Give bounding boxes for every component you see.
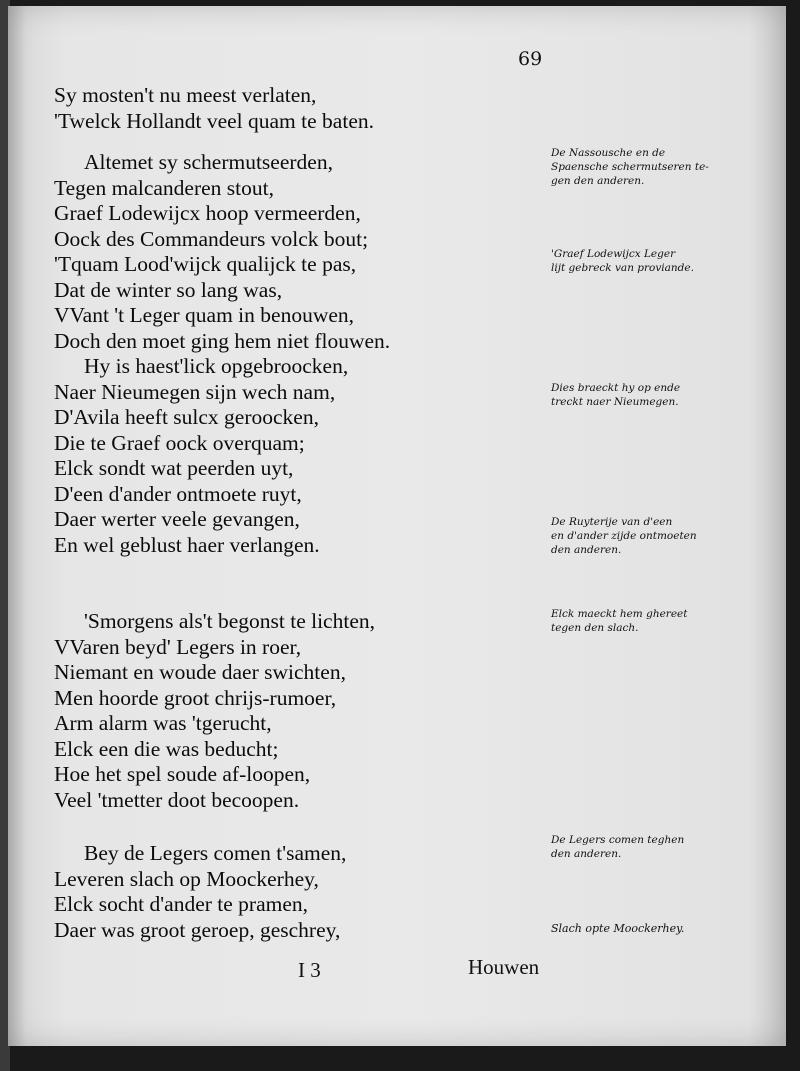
margin-note-line: Dies braeckt hy op ende [551,382,681,394]
verse-line: Doch den moet ging hem niet flouwen. [54,328,391,353]
verse-line: D'Avila heeft sulcx geroocken, [54,405,319,429]
margin-note-line: en d'ander zijde ontmoeten [551,530,697,542]
verse-line: Veel 'tmetter doot becoopen. [54,787,300,812]
margin-note [551,607,756,635]
verse-line: Elck sondt wat peerden uyt, [54,456,294,480]
margin-note-line: tegen den slach. [551,622,639,634]
margin-note-line: lijt gebreck van proviande. [551,262,694,274]
page-number: 69 [518,48,543,70]
margin-note [551,247,756,275]
verse-line: VVaren beyd' Legers in roer, [54,634,302,659]
verse-line: Hy is haest'lick opgebroocken, [84,354,349,378]
verse-line: Graef Lodewijcx hoop vermeerden, [54,201,361,225]
verse-line: Oock des Commandeurs volck bout; [54,226,369,251]
verse-line: Bey de Legers comen t'samen, [84,841,347,865]
verse-line: Hoe het spel soude af-loopen, [54,762,311,786]
verse-line: Leveren slach op Moockerhey, [54,866,319,891]
verse-line: Men hoorde groot chrijs-rumoer, [54,685,337,710]
margin-note-line: Slach opte Moockerhey. [551,922,685,935]
verse-line: Tegen malcanderen stout, [54,175,274,200]
margin-note-line: De Nassousche en de [551,147,666,159]
catchword: Houwen [468,955,540,979]
stanza-3 [54,354,348,558]
stanza-1 [54,83,374,134]
verse-line: Daer werter veele gevangen, [54,507,300,531]
verse-line: D'een d'ander ontmoete ruyt, [54,481,302,506]
verse-line: Altemet sy schermutseerden, [84,150,333,174]
stanza-4 [54,609,375,813]
margin-note-line: Spaensche schermutseren te- [551,161,709,173]
verse-line: Elck socht d'ander te pramen, [54,892,309,916]
verse-line: Naer Nieumegen sijn wech nam, [54,379,336,404]
verse-line: Elck een die was beducht; [54,736,279,761]
margin-note-line: De Ruyterije van d'een [551,516,673,528]
margin-note-line: treckt naer Nieumegen. [551,396,679,408]
margin-note [551,833,756,861]
signature-mark: I 3 [298,958,321,982]
verse-line: Arm alarm was 'tgerucht, [54,711,272,735]
margin-note-line: Elck maeckt hem ghereet [551,608,688,620]
margin-note-line: gen den anderen. [551,175,645,187]
verse-line: 'Smorgens als't begonst te lichten, [84,609,375,633]
verse-line: Dat de winter so lang was, [54,277,283,302]
stanza-2 [54,150,390,354]
verse-line: VVant 't Leger quam in benouwen, [54,303,355,327]
margin-note-line: De Legers comen teghen [551,834,685,846]
margin-note [551,146,756,188]
verse-line: Niemant en woude daer swichten, [54,660,346,684]
margin-note [551,515,756,557]
verse-line: Die te Graef oock overquam; [54,430,305,455]
verse-line: 'Twelck Hollandt veel quam te baten. [54,108,374,133]
verse-line: En wel geblust haer verlangen. [54,532,320,557]
margin-note-line: 'Graef Lodewijcx Leger [551,248,676,260]
margin-note-line: den anderen. [551,848,622,860]
margin-note [551,381,756,409]
verse-line: Daer was groot geroep, geschrey, [54,917,341,942]
margin-note-line: den anderen. [551,544,622,556]
margin-note [551,922,756,936]
stanza-5 [54,841,346,943]
verse-line: 'Tquam Lood'wijck qualijck te pas, [54,252,357,276]
verse-line: Sy mosten't nu meest verlaten, [54,83,317,107]
